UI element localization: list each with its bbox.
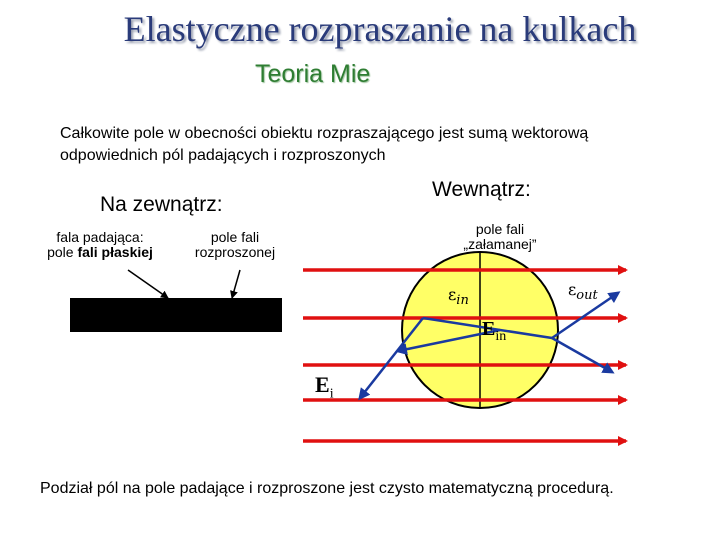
refracted-field-label — [440, 222, 560, 252]
footer-text: Podział pól na pole padające i rozproszone jest czysto matematyczną procedurą. — [40, 480, 614, 497]
incident-wave-line-1: fala padająca: — [56, 229, 144, 245]
incident-wave-pointer-arrow — [128, 270, 168, 298]
intro-line-2: odpowiednich pól padających i rozproszonych — [60, 147, 386, 164]
scattered-field-label — [175, 230, 295, 260]
scattered-field-pointer-arrow — [232, 270, 240, 298]
outgoing-field-vector-2 — [552, 338, 612, 372]
epsilon-in-label: $\varepsilon_{in}$ — [448, 285, 469, 309]
scattered-field-line-1: pole fali — [210, 229, 260, 245]
intro-text — [60, 123, 680, 167]
intro-line-1: Całkowite pole w obecności obiektu rozpraszającego jest sumą wektorową — [60, 125, 589, 142]
e-i-label: $E_i$ — [315, 372, 334, 402]
plane-wave-block — [70, 298, 282, 332]
incident-wave-label — [30, 230, 170, 260]
slide-subtitle: Teoria Mie — [255, 60, 371, 88]
epsilon-out-label: $\varepsilon_{out}$ — [568, 280, 598, 304]
outside-label: Na zewnątrz: — [100, 193, 223, 216]
incident-wave-line-2: pole fali płaskiej — [47, 244, 153, 260]
refracted-field-line-2: „załamanej” — [463, 236, 537, 252]
inside-label: Wewnątrz: — [432, 178, 531, 201]
slide-title: Elastyczne rozpraszanie na kulkach — [123, 9, 637, 49]
e-in-label: $E_{in}$ — [482, 318, 507, 344]
scattered-field-line-2: rozproszonej — [194, 244, 276, 260]
refracted-field-line-1: pole fali — [475, 221, 525, 237]
